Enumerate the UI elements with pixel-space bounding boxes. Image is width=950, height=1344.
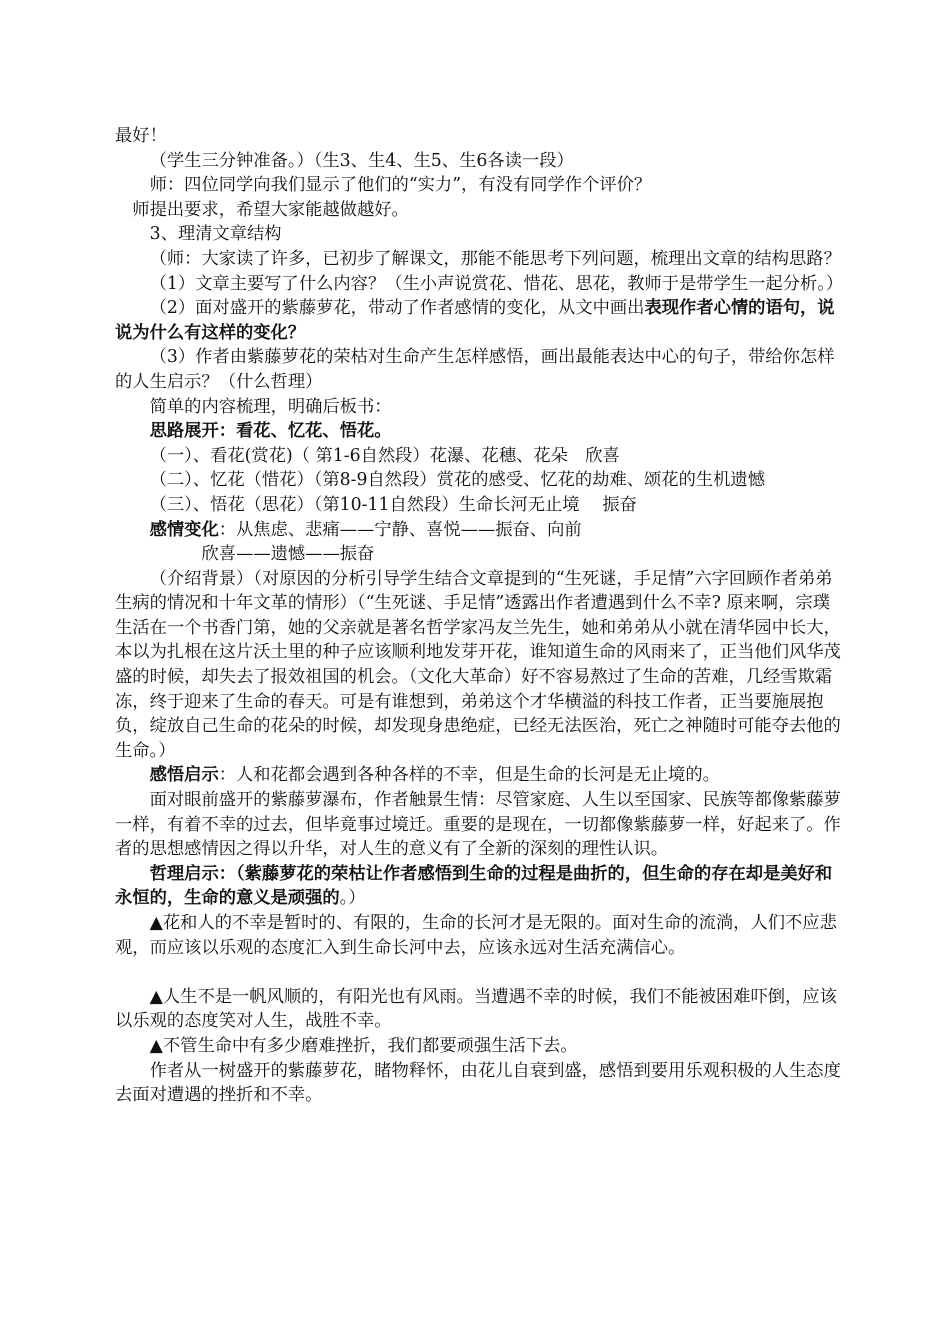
bold-text-segment: 思路展开：看花、忆花、悟花。 (149, 421, 392, 442)
text-segment: ▲人生不是一帆风顺的，有阳光也有风雨。当遭遇不幸的时候，我们不能被困难吓倒，应该以乐观的态度笑对人生，战胜不幸。 (115, 986, 837, 1032)
structure-item-1 (115, 444, 843, 469)
text-segment: （学生三分钟准备。）（生3、生4、生5、生6各读一段） (149, 150, 574, 171)
text-segment: （师：大家读了许多，已初步了解课文，那能不能思考下列问题，梳理出文章的结构思路？ (149, 248, 841, 269)
structure-heading (115, 419, 843, 444)
text-segment: 3、理清文章结构 (149, 224, 282, 245)
structure-item-3 (115, 493, 843, 518)
text-segment: （介绍背景）（对原因的分析引导学生结合文章提到的“生死谜，手足情”六字回顾作者弟弟生病的情况和十年文革的情形）（“生死谜、手足情”透露出作者遭遇到什么不幸? 原来啊，宗璞生活在一个书香门第，她的父亲就是著名哲学家冯友兰先生，她和弟弟从小就在清华园中长大，本以为扎根在这片沃土里的种子应该顺利地发芽开花，谁知道生命的风雨来了，正当他们风华茂盛的时候，却失去了报效祖国的机会。（文化大革命）好不容易熬过了生命的苦难，几经雪欺霜冻，终于迎来了生命的春天。可是有谁想到，弟弟这个才华横溢的科技工作者，正当要施展抱负，绽放自己生命的花朵的时候，却发现身患绝症，已经无法医治，死亡之神随时可能夺去他的生命。） (115, 568, 841, 761)
text-segment: 面对眼前盛开的紫藤萝瀑布，作者触景生情：尽管家庭、人生以至国家、民族等都像紫藤萝一样，有着不幸的过去，但毕竟事过境迁。重要的是现在，一切都像紫藤萝一样，好起来了。作者的思想感情因之得以升华，对人生的意义有了全新的深刻的理性认识。 (115, 790, 841, 860)
question-1 (115, 272, 843, 297)
text-segment: 作者从一树盛开的紫藤萝花，睹物释怀，由花儿自衰到盛，感悟到要用乐观积极的人生态度去面对遭遇的挫折和不幸。 (115, 1060, 841, 1106)
question-2 (115, 296, 843, 345)
paragraph-19 (115, 788, 843, 862)
text-segment: （三）、悟花（思花）（第10-11自然段）生命长河无止境 振奋 (149, 494, 637, 515)
bold-text-segment: 表现作者心情的语句，说说为什么有这样的变化？ (115, 298, 835, 343)
document-page (115, 124, 843, 1108)
text-segment: 最好！ (115, 126, 167, 146)
background-paragraph (115, 567, 843, 764)
emotion-summary (115, 542, 843, 567)
text-segment: （2）面对盛开的紫藤萝花，带动了作者感情的变化，从文中画出 (149, 298, 645, 319)
blank-line (115, 960, 843, 985)
bullet-2 (115, 985, 843, 1034)
text-segment: 师提出要求，希望大家能越做越好。 (132, 199, 409, 220)
bullet-1 (115, 911, 843, 960)
text-segment: ：人和花都会遇到各种各样的不幸，但是生命的长河是无止境的。 (218, 765, 720, 786)
question-3 (115, 345, 843, 394)
structure-item-2 (115, 468, 843, 493)
paragraph-3 (115, 173, 843, 198)
text-segment: ▲花和人的不幸是暂时的、有限的，生命的长河才是无限的。面对生命的流淌，人们不应悲观，而应该以乐观的态度汇入到生命长河中去，应该永远对生活充满信心。 (115, 913, 837, 958)
text-segment: 师：四位同学向我们显示了他们的“实力”，有没有同学作个评价？ (149, 175, 652, 196)
insight-paragraph (115, 763, 843, 788)
text-segment: ：从焦虑、悲痛——宁静、喜悦——振奋、向前 (218, 519, 582, 540)
bullet-3 (115, 1034, 843, 1059)
paragraph-1 (115, 124, 843, 149)
text-segment: ▲不管生命中有多少磨难挫折，我们都要顽强生活下去。 (149, 1035, 578, 1056)
text-segment: （一）、看花(赏花)（ 第1-6自然段）花瀑、花穗、花朵 欣喜 (149, 445, 620, 466)
bold-text-segment: 感情变化 (149, 519, 219, 540)
paragraph-6 (115, 247, 843, 272)
text-segment: 。） (339, 888, 366, 909)
closing-paragraph (115, 1059, 843, 1108)
text-segment: 简单的内容梳理，明确后板书： (149, 396, 392, 417)
philosophy-paragraph (115, 862, 843, 911)
section-heading (115, 222, 843, 247)
paragraph-10 (115, 395, 843, 420)
text-segment: （二）、忆花（惜花）（第8-9自然段）赏花的感受、忆花的劫难、颂花的生机遗憾 (149, 470, 765, 491)
emotion-change (115, 518, 843, 543)
bold-text-segment: 哲理启示：（紫藤萝花的荣枯让作者感悟到生命的过程是曲折的，但生命的存在却是美好和永恒的，生命的意义是顽强的 (115, 863, 833, 909)
paragraph-2 (115, 149, 843, 174)
text-segment: 欣喜——遗憾——振奋 (201, 544, 375, 565)
bold-text-segment: 感悟启示 (149, 765, 219, 786)
text-segment: （1）文章主要写了什么内容？（生小声说赏花、惜花、思花，教师于是带学生一起分析。） (149, 273, 844, 294)
text-segment: （3）作者由紫藤萝花的荣枯对生命产生怎样感悟，画出最能表达中心的句子，带给你怎样的人生启示？（什么哲理） (115, 347, 835, 392)
paragraph-4 (115, 198, 843, 223)
